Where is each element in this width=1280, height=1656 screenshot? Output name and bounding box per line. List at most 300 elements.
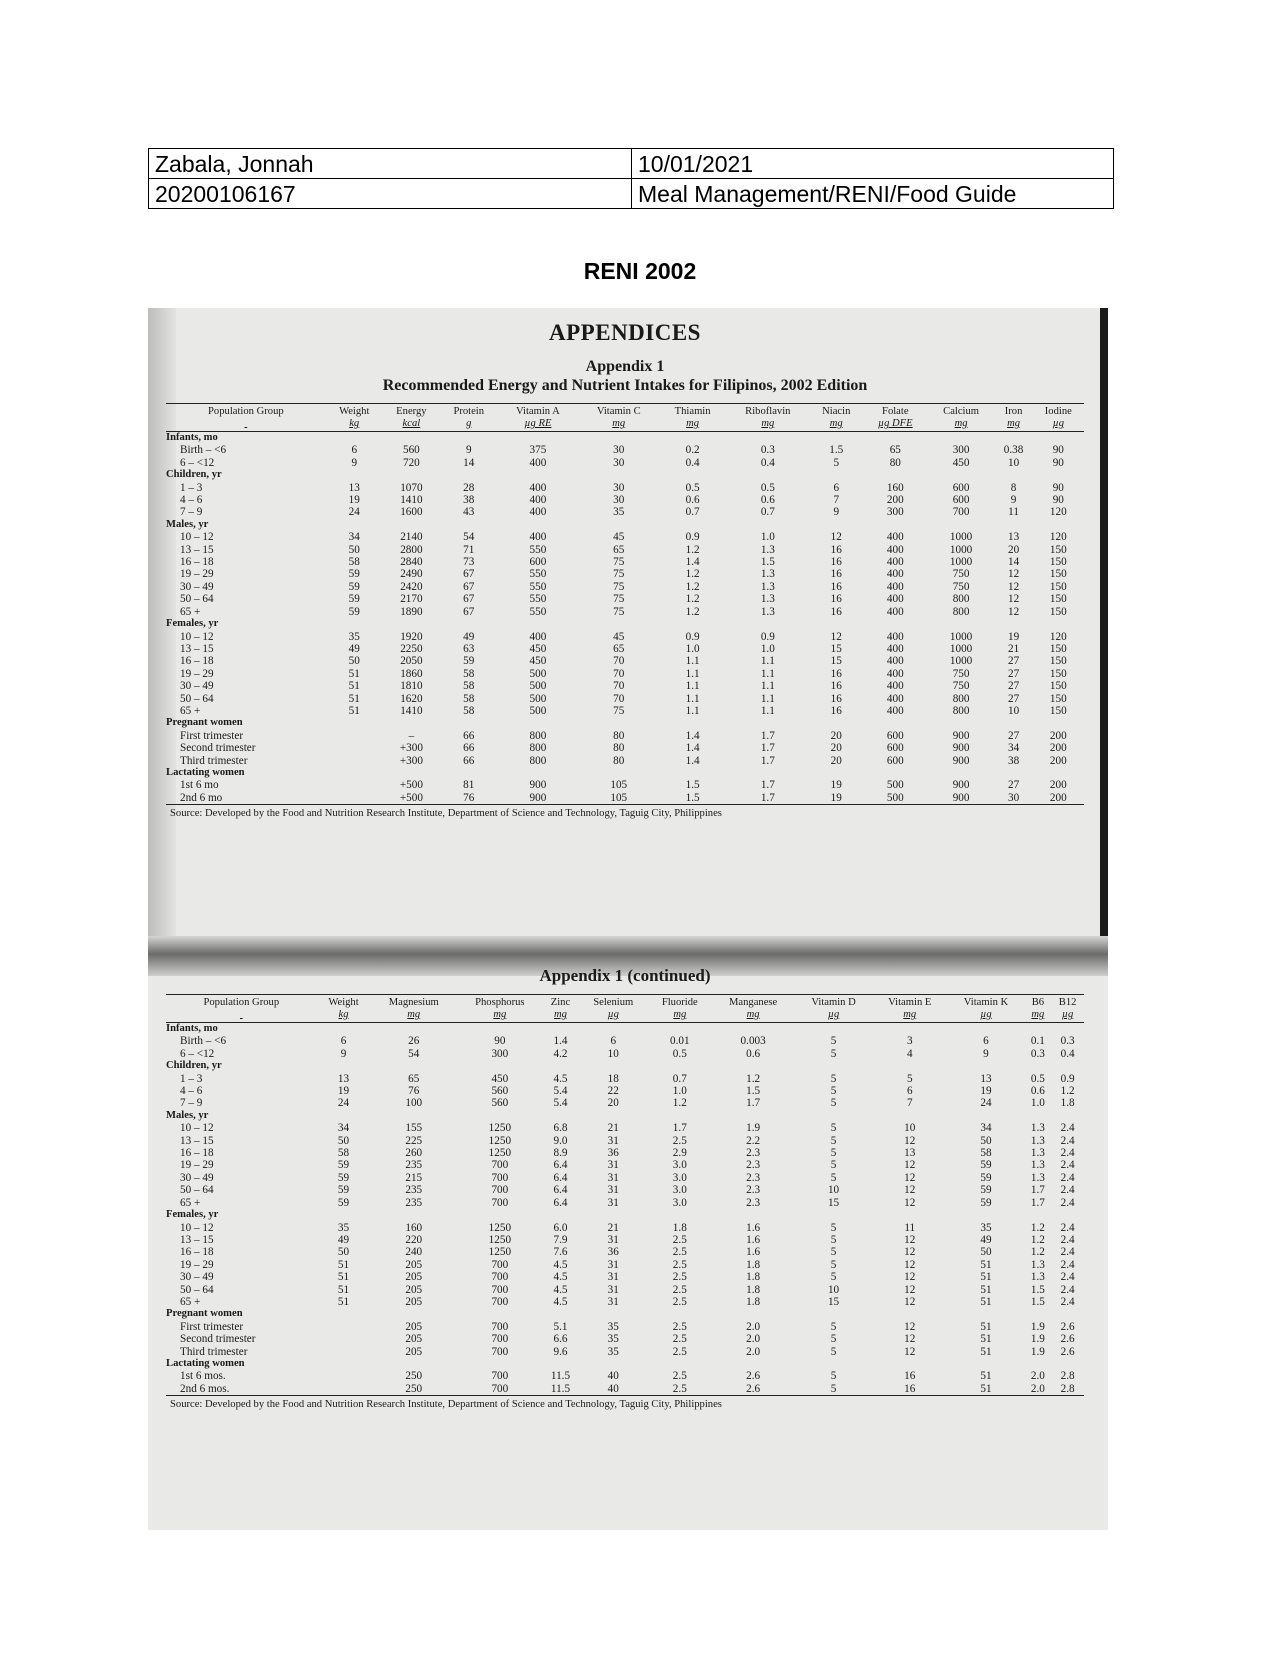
table-cell: 2.8 bbox=[1060, 1370, 1075, 1383]
table-cell: 4.5 bbox=[553, 1271, 568, 1284]
table-cell: 205 bbox=[405, 1271, 423, 1284]
table-row bbox=[166, 1296, 1084, 1308]
table-cell: 5 bbox=[830, 1258, 837, 1271]
population-group-cell: 30 – 49 bbox=[180, 680, 214, 693]
column-header bbox=[383, 404, 440, 432]
table-cell: 1.3 bbox=[760, 568, 775, 581]
table-cell: 1.2 bbox=[1030, 1233, 1045, 1246]
table-cell: 0.5 bbox=[672, 1047, 687, 1060]
table-cell: 400 bbox=[529, 630, 547, 643]
table-cell: 235 bbox=[405, 1184, 423, 1197]
table-cell: 5 bbox=[830, 1085, 837, 1098]
table-cell: 1.5 bbox=[829, 444, 844, 457]
table-cell: 0.6 bbox=[760, 494, 775, 507]
table-cell: 1.0 bbox=[760, 642, 775, 655]
table-cell: 6 bbox=[610, 1035, 617, 1048]
table-cell: 65 bbox=[889, 444, 901, 457]
table-row bbox=[166, 457, 1084, 469]
table-row bbox=[166, 568, 1084, 580]
column-header-name: Phosphorus bbox=[475, 997, 525, 1008]
table-cell: 6 bbox=[833, 481, 840, 494]
table-cell: 2.5 bbox=[672, 1233, 687, 1246]
table-cell: 2.3 bbox=[746, 1196, 761, 1209]
table-cell: 2.5 bbox=[672, 1258, 687, 1271]
table-cell: 21 bbox=[607, 1221, 619, 1234]
table-cell: 2840 bbox=[400, 556, 423, 569]
table-cell: 1.5 bbox=[746, 1085, 761, 1098]
table-cell bbox=[317, 1370, 371, 1382]
table-row bbox=[166, 668, 1084, 680]
table-cell: 1.3 bbox=[1030, 1159, 1045, 1172]
table-cell: 11 bbox=[1008, 506, 1019, 519]
table-cell: 35 bbox=[607, 1333, 619, 1346]
column-header bbox=[326, 404, 383, 432]
appendices-heading: APPENDICES bbox=[549, 320, 701, 345]
table-row bbox=[166, 1259, 1084, 1271]
table-cell: 16 bbox=[830, 704, 842, 717]
table-cell: 66 bbox=[463, 742, 475, 755]
table-cell: 800 bbox=[529, 729, 547, 742]
table-cell: 1600 bbox=[400, 506, 423, 519]
table-cell: 200 bbox=[886, 494, 904, 507]
column-header-name: Vitamin A bbox=[516, 406, 560, 417]
table-cell: 30 bbox=[613, 481, 625, 494]
table-cell: 9.6 bbox=[553, 1345, 568, 1358]
table-cell: 12 bbox=[904, 1233, 916, 1246]
table-cell: 1.4 bbox=[685, 754, 700, 767]
table-cell: 50 bbox=[348, 543, 360, 556]
table-cell: 1.1 bbox=[760, 680, 775, 693]
table-cell: 400 bbox=[529, 506, 547, 519]
column-header bbox=[659, 404, 726, 432]
population-group-cell: 6 – <12 bbox=[180, 456, 215, 469]
table-cell: 150 bbox=[1049, 642, 1067, 655]
table-cell: 12 bbox=[904, 1283, 916, 1296]
table-cell: 560 bbox=[491, 1097, 509, 1110]
column-header-unit: µg bbox=[1052, 418, 1064, 429]
table-cell: 450 bbox=[529, 642, 547, 655]
table-cell: 4.5 bbox=[553, 1072, 568, 1085]
population-group-cell: 13 – 15 bbox=[180, 642, 214, 655]
population-group-cell: 19 – 29 bbox=[180, 667, 214, 680]
table-cell bbox=[326, 779, 383, 791]
table-cell: 700 bbox=[491, 1196, 509, 1209]
table-row bbox=[166, 1184, 1084, 1196]
table-cell: 27 bbox=[1007, 779, 1020, 792]
table-cell: 105 bbox=[578, 792, 659, 805]
column-header bbox=[648, 995, 711, 1023]
table-cell: 225 bbox=[405, 1134, 423, 1147]
population-group-cell: Second trimester bbox=[180, 1333, 256, 1346]
column-header bbox=[578, 404, 659, 432]
table-cell: 16 bbox=[904, 1370, 916, 1383]
table-cell: 35 bbox=[348, 630, 360, 643]
table-cell: 11.5 bbox=[550, 1370, 571, 1383]
table-cell: 15 bbox=[830, 655, 842, 668]
table-group-row bbox=[166, 717, 1084, 729]
table-cell: 51 bbox=[980, 1333, 992, 1346]
table-cell: 59 bbox=[980, 1159, 992, 1172]
population-group-cell: 10 – 12 bbox=[180, 531, 214, 544]
column-header bbox=[928, 404, 995, 432]
table-cell: 35 bbox=[337, 1221, 350, 1234]
table-cell: 65 bbox=[613, 642, 625, 655]
table-cell: 90 bbox=[1052, 456, 1064, 469]
table-cell: 600 bbox=[952, 494, 970, 507]
table-cell: 38 bbox=[463, 494, 475, 507]
column-header-name: Fluoride bbox=[661, 997, 698, 1008]
table-cell: 800 bbox=[952, 605, 970, 618]
submission-date: 10/01/2021 bbox=[632, 149, 1114, 179]
table-cell: 1.0 bbox=[1030, 1097, 1045, 1110]
table-cell: 600 bbox=[886, 729, 904, 742]
table-cell: 51 bbox=[980, 1370, 992, 1383]
table-cell: 200 bbox=[1033, 792, 1084, 805]
table-cell: 71 bbox=[463, 543, 475, 556]
table-cell: 73 bbox=[463, 556, 475, 569]
table-cell: 2.3 bbox=[746, 1171, 761, 1184]
table-cell bbox=[317, 1383, 371, 1396]
table-cell: 59 bbox=[337, 1184, 350, 1197]
table-cell: 58 bbox=[463, 692, 475, 705]
table-cell: 12 bbox=[904, 1271, 916, 1284]
table-cell: 15 bbox=[827, 1295, 840, 1308]
table-cell: 700 bbox=[457, 1383, 543, 1396]
table-cell: 1.6 bbox=[746, 1221, 761, 1234]
group-label: Lactating women bbox=[166, 1357, 245, 1369]
table-cell: 150 bbox=[1049, 667, 1067, 680]
table-header-row bbox=[166, 995, 1084, 1023]
population-group-cell: 16 – 18 bbox=[180, 1147, 214, 1160]
table-cell: 1.9 bbox=[1030, 1345, 1045, 1358]
group-label: Males, yr bbox=[166, 1109, 209, 1121]
column-header-name: B6 bbox=[1031, 997, 1045, 1008]
table-cell: 450 bbox=[529, 655, 547, 668]
column-header bbox=[498, 404, 579, 432]
table-cell: 12 bbox=[904, 1345, 916, 1358]
table-cell: 1.8 bbox=[746, 1283, 761, 1296]
table-cell: 11.5 bbox=[543, 1383, 579, 1396]
table-group-row bbox=[166, 1358, 1084, 1370]
table-cell: 400 bbox=[886, 630, 904, 643]
column-header-unit: kg bbox=[349, 418, 360, 429]
table-cell: 1410 bbox=[400, 494, 423, 507]
table-cell: 1000 bbox=[949, 630, 973, 643]
population-group-cell: 4 – 6 bbox=[180, 494, 203, 507]
table-cell: 0.3 bbox=[1030, 1047, 1045, 1060]
table-cell: 1.7 bbox=[760, 742, 775, 755]
table-cell: 31 bbox=[607, 1184, 619, 1197]
page-edge-dark bbox=[1100, 308, 1108, 948]
table-cell: 6.8 bbox=[553, 1122, 568, 1135]
table-cell: 400 bbox=[529, 531, 547, 544]
table-cell: 700 bbox=[491, 1271, 509, 1284]
population-group-cell: Third trimester bbox=[180, 754, 248, 767]
table-row bbox=[166, 742, 1084, 754]
table-cell: 1.3 bbox=[1030, 1258, 1045, 1271]
column-header-unit: mg bbox=[954, 418, 968, 429]
table-cell: 1.3 bbox=[1030, 1171, 1045, 1184]
table-cell: 1250 bbox=[488, 1134, 512, 1147]
table-cell: 90 bbox=[1052, 481, 1064, 494]
table-cell: 2.9 bbox=[672, 1147, 687, 1160]
table-cell: 50 bbox=[348, 655, 360, 668]
table-cell: 11 bbox=[904, 1221, 916, 1234]
table-cell: 12 bbox=[904, 1258, 916, 1271]
table-cell: 2.3 bbox=[746, 1184, 761, 1197]
table-cell: 2.5 bbox=[648, 1383, 711, 1396]
column-header-name: Folate bbox=[882, 406, 909, 417]
column-header-name: Vitamin E bbox=[888, 997, 932, 1008]
population-group-cell: 50 – 64 bbox=[180, 692, 214, 705]
table-cell: 16 bbox=[830, 605, 842, 618]
table-cell: 1250 bbox=[488, 1122, 512, 1135]
table-cell: 1.1 bbox=[685, 680, 700, 693]
column-header-unit: mg bbox=[903, 1009, 917, 1020]
appendix-page-1 bbox=[166, 318, 1084, 819]
column-header-name: Calcium bbox=[943, 406, 980, 417]
column-header-unit: µg bbox=[980, 1009, 992, 1020]
table-cell: 900 bbox=[952, 779, 970, 792]
table-cell: 2170 bbox=[400, 593, 423, 606]
table-cell: 150 bbox=[1049, 593, 1067, 606]
table-row bbox=[166, 643, 1084, 655]
table-cell: 70 bbox=[613, 655, 625, 668]
table-cell: 1000 bbox=[949, 543, 973, 556]
table-cell: 20 bbox=[607, 1097, 619, 1110]
table-cell: 200 bbox=[1049, 779, 1067, 792]
table-cell: 2.0 bbox=[1030, 1370, 1045, 1383]
table-cell: 12 bbox=[830, 531, 842, 544]
table-cell: +300 bbox=[399, 742, 423, 755]
table-cell: 14 bbox=[1007, 556, 1020, 569]
table-cell: 8 bbox=[1010, 481, 1017, 494]
table-cell: 0.5 bbox=[1030, 1072, 1045, 1085]
table-cell: 5 bbox=[830, 1221, 837, 1234]
column-header-unit: µg RE bbox=[524, 418, 552, 429]
table-cell: 49 bbox=[348, 642, 360, 655]
table-cell: 2.6 bbox=[1060, 1345, 1075, 1358]
table-cell bbox=[317, 1321, 371, 1333]
table-cell: 5 bbox=[830, 1047, 837, 1060]
column-header bbox=[543, 995, 579, 1023]
column-header bbox=[995, 404, 1033, 432]
table-row bbox=[166, 755, 1084, 767]
table-cell: 2.4 bbox=[1060, 1122, 1075, 1135]
table-cell: 1410 bbox=[400, 704, 423, 717]
population-group-cell: 30 – 49 bbox=[180, 580, 214, 593]
table-cell: 51 bbox=[947, 1383, 1024, 1396]
column-header bbox=[711, 995, 795, 1023]
table-cell: 59 bbox=[980, 1171, 992, 1184]
table-cell: 2.4 bbox=[1060, 1246, 1075, 1259]
table-cell: 5 bbox=[830, 1159, 837, 1172]
table-cell: 2.4 bbox=[1060, 1258, 1075, 1271]
table-cell: 2.0 bbox=[746, 1345, 761, 1358]
table-cell: 700 bbox=[491, 1184, 509, 1197]
table-cell: 0.9 bbox=[760, 630, 775, 643]
column-header-unit bbox=[167, 1009, 316, 1021]
table-cell: 0.9 bbox=[1060, 1072, 1075, 1085]
table-row bbox=[166, 693, 1084, 705]
table-cell: 300 bbox=[952, 444, 970, 457]
group-label: Children, yr bbox=[166, 469, 222, 481]
table-cell bbox=[317, 1333, 371, 1345]
table-cell: 36 bbox=[607, 1147, 619, 1160]
table-cell: 12 bbox=[1007, 593, 1020, 606]
table-cell: 51 bbox=[980, 1295, 992, 1308]
table-cell: 1.1 bbox=[760, 655, 775, 668]
table-cell: 2.5 bbox=[672, 1246, 687, 1259]
table-cell: 550 bbox=[529, 543, 547, 556]
table-cell: 20 bbox=[830, 742, 842, 755]
group-label: Children, yr bbox=[166, 1060, 222, 1072]
population-group-cell: 50 – 64 bbox=[180, 593, 214, 606]
column-header bbox=[317, 995, 371, 1023]
table-cell: 75 bbox=[613, 580, 625, 593]
table-row bbox=[166, 556, 1084, 568]
table-cell: 6.4 bbox=[553, 1171, 568, 1184]
table-cell: 49 bbox=[980, 1233, 992, 1246]
table-cell: 400 bbox=[886, 704, 904, 717]
table-cell: 3.0 bbox=[672, 1196, 687, 1209]
table-cell: 51 bbox=[348, 704, 360, 717]
column-header bbox=[1033, 404, 1084, 432]
table-cell: 65 bbox=[408, 1072, 420, 1085]
table-cell: 400 bbox=[529, 481, 547, 494]
table-cell: 15 bbox=[827, 1196, 840, 1209]
table-cell: 450 bbox=[952, 456, 970, 469]
table-cell: 1000 bbox=[949, 655, 973, 668]
table-cell: 2.3 bbox=[746, 1147, 761, 1160]
table-cell: 400 bbox=[886, 543, 904, 556]
table-cell: 560 bbox=[491, 1085, 509, 1098]
table-cell: 900 bbox=[952, 729, 970, 742]
table-cell: 75 bbox=[613, 704, 625, 717]
table-cell: 1.9 bbox=[1030, 1320, 1045, 1333]
table-cell: 6 bbox=[983, 1035, 989, 1048]
table-cell: 75 bbox=[613, 593, 625, 606]
population-group-cell: 13 – 15 bbox=[180, 1233, 214, 1246]
table-cell: 800 bbox=[529, 742, 547, 755]
table-cell: 1.2 bbox=[685, 580, 700, 593]
table-row bbox=[166, 1122, 1084, 1134]
table-cell: 800 bbox=[952, 593, 970, 606]
table-cell: 0.7 bbox=[685, 506, 700, 519]
table-cell: 2.8 bbox=[1051, 1383, 1084, 1396]
table-cell: 4.5 bbox=[553, 1295, 568, 1308]
table-cell: 1.1 bbox=[685, 655, 700, 668]
table-cell: 1.8 bbox=[1060, 1097, 1075, 1110]
table-cell: 90 bbox=[494, 1035, 506, 1048]
table-cell: 7 bbox=[833, 494, 840, 507]
appendix-label: Appendix 1 bbox=[585, 358, 665, 375]
group-label: Females, yr bbox=[166, 1209, 219, 1221]
table-cell: 2490 bbox=[400, 568, 423, 581]
table-cell: 24 bbox=[980, 1097, 992, 1110]
table-cell: 1.6 bbox=[746, 1246, 761, 1259]
population-group-cell: Second trimester bbox=[180, 742, 256, 755]
population-group-cell: 30 – 49 bbox=[180, 1271, 214, 1284]
table-cell: 400 bbox=[886, 568, 904, 581]
table-row bbox=[166, 1383, 1084, 1396]
table-cell: 2.0 bbox=[1025, 1383, 1052, 1396]
table-cell: 1.7 bbox=[760, 754, 775, 767]
table-group-row bbox=[166, 469, 1084, 481]
table-cell: 1250 bbox=[488, 1221, 512, 1234]
population-group-cell: 2nd 6 mos. bbox=[166, 1383, 317, 1396]
table-cell: 13 bbox=[337, 1072, 350, 1085]
population-group-cell: 10 – 12 bbox=[180, 630, 214, 643]
table-cell: 500 bbox=[529, 692, 547, 705]
table-cell: 700 bbox=[491, 1320, 509, 1333]
table-cell: 30 bbox=[995, 792, 1033, 805]
table-row bbox=[166, 1147, 1084, 1159]
table-cell: 66 bbox=[463, 729, 475, 742]
table-cell: 220 bbox=[405, 1233, 423, 1246]
column-header-name: Protein bbox=[453, 406, 485, 417]
table-row bbox=[166, 606, 1084, 618]
table-cell: 1.4 bbox=[553, 1035, 568, 1048]
table-cell: 0.1 bbox=[1030, 1035, 1045, 1048]
population-group-cell: First trimester bbox=[180, 1320, 244, 1333]
group-label: Pregnant women bbox=[166, 1308, 243, 1320]
table-cell: 51 bbox=[348, 680, 360, 693]
table-cell: 6.4 bbox=[553, 1159, 568, 1172]
table-group-row bbox=[166, 1110, 1084, 1122]
table-cell: 67 bbox=[463, 593, 475, 606]
table-cell: 160 bbox=[405, 1221, 423, 1234]
group-label: Lactating women bbox=[166, 766, 245, 778]
table-cell: 1810 bbox=[400, 680, 423, 693]
column-header bbox=[947, 995, 1024, 1023]
population-group-cell: 13 – 15 bbox=[180, 543, 214, 556]
table-row bbox=[166, 1271, 1084, 1283]
table-cell: 13 bbox=[980, 1072, 992, 1085]
table-cell: 2.4 bbox=[1060, 1159, 1075, 1172]
column-header-unit: mg bbox=[686, 418, 700, 429]
student-id: 20200106167 bbox=[149, 179, 632, 209]
appendix-title: Recommended Energy and Nutrient Intakes for Filipinos, 2002 Edition bbox=[382, 377, 868, 394]
table-cell: 31 bbox=[607, 1134, 619, 1147]
table-cell: 150 bbox=[1049, 680, 1067, 693]
table-cell: 5 bbox=[833, 456, 840, 469]
table-cell: 2.6 bbox=[746, 1370, 761, 1383]
table-group-row bbox=[166, 767, 1084, 779]
table-cell: 9 bbox=[351, 456, 358, 469]
column-header-unit: µg bbox=[607, 1009, 619, 1020]
table-cell: 40 bbox=[578, 1383, 648, 1396]
table-cell: 550 bbox=[529, 593, 547, 606]
table-cell: 215 bbox=[405, 1171, 423, 1184]
table-cell: 800 bbox=[952, 692, 970, 705]
table-row bbox=[166, 1333, 1084, 1345]
table-cell: 28 bbox=[463, 481, 475, 494]
column-header bbox=[795, 995, 872, 1023]
table-cell: 700 bbox=[491, 1333, 509, 1346]
table-header-row bbox=[166, 404, 1084, 432]
table-cell: 30 bbox=[613, 456, 625, 469]
table-cell: 8.9 bbox=[553, 1147, 568, 1160]
table-cell: 205 bbox=[405, 1283, 423, 1296]
appendix-continued-title: Appendix 1 (continued) bbox=[539, 966, 711, 985]
population-group-cell: 19 – 29 bbox=[180, 1258, 214, 1271]
table-cell: 58 bbox=[463, 704, 475, 717]
population-group-cell: 50 – 64 bbox=[180, 1184, 214, 1197]
student-info-table bbox=[148, 148, 1114, 209]
column-header bbox=[1051, 995, 1084, 1023]
table-cell: 205 bbox=[405, 1320, 423, 1333]
